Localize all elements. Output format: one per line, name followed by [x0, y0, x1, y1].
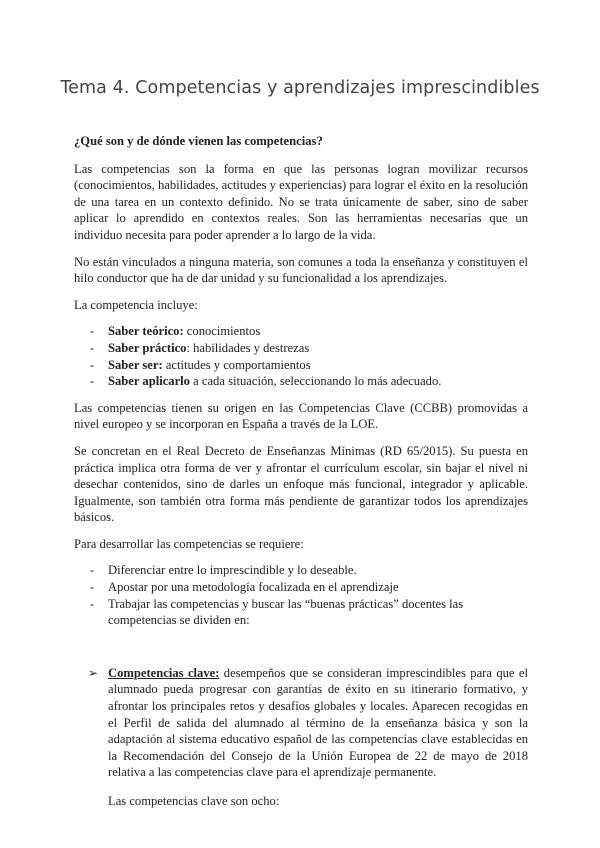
requires-list [74, 562, 528, 628]
includes-list [74, 323, 528, 389]
list-item [74, 340, 528, 357]
key-competences-item [74, 665, 528, 781]
list-item-text: Trabajar las competencias y buscar las “buenas prácticas” docentes las competencias se dividen en: [108, 596, 464, 628]
key-competences-label: Competencias clave: [108, 665, 220, 680]
paragraph-includes-intro: La competencia incluye: [74, 297, 198, 312]
arrow-bullet-icon: ➢ [88, 665, 99, 680]
list-item [74, 373, 528, 390]
list-item [74, 579, 528, 596]
list-item [74, 323, 528, 340]
key-competences-text: desempeños que se consideran imprescindibles para que el alumnado pueda progresar con garantías de éxito en su itinerario formativo, y afrontar los principales retos y desafíos globales y locales. Aparecen recogidas en el Perfil de salida del alumnado al término de la enseñanza básica y son la adaptación al sistema educativo español de las competencias clave establecidas en la Recomendación del Consejo de la Unión Europea de 22 de mayo de 2018 relativa a las competencias clave para el aprendizaje permanente. [108, 665, 528, 780]
list-item-term: Saber práctico [108, 340, 187, 355]
list-item-text: : habilidades y destrezas [186, 340, 310, 355]
key-competences-followup: Las competencias clave son ocho: [108, 794, 280, 808]
paragraph-requires-intro: Para desarrollar las competencias se requiere: [74, 536, 304, 551]
dash-bullet: - [90, 357, 95, 372]
paragraph-not-linked: No están vinculados a ninguna materia, son comunes a toda la enseñanza y constituyen el hilo conductor que ha de dar unidad y su funcionalidad a los aprendizajes. [74, 254, 528, 286]
section-heading: ¿Qué son y de dónde vienen las competencias? [74, 134, 323, 148]
dash-bullet: - [90, 580, 95, 595]
page-title: Tema 4. Competencias y aprendizajes imprescindibles [60, 78, 540, 98]
list-item-text: actitudes y comportamientos [162, 357, 311, 372]
spacer [74, 639, 528, 665]
document-body [74, 133, 528, 810]
list-item-text: a cada situación, seleccionando lo más adecuado. [189, 374, 442, 389]
list-item-term: Saber aplicarlo [108, 374, 190, 389]
list-item-term: Saber ser: [108, 357, 163, 372]
list-item-text: Diferenciar entre lo imprescindible y lo deseable. [108, 563, 357, 578]
dash-bullet: - [90, 324, 95, 339]
list-item [74, 562, 528, 579]
dash-bullet: - [90, 340, 95, 355]
dash-bullet: - [90, 596, 95, 611]
list-item-text: conocimientos [183, 324, 261, 339]
dash-bullet: - [90, 374, 95, 389]
paragraph-decree: Se concretan en el Real Decreto de Enseñanzas Mínimas (RD 65/2015). Su puesta en práctica implica otra forma de ver y afrontar el currículum escolar, sin bajar el nivel ni desechar contenidos, sino de darles un enfoque más funcional, integrador y aplicable. Igualmente, son también otra forma más pendiente de garantizar todos los aprendizajes básicos. [74, 443, 528, 525]
paragraph-definition: Las competencias son la forma en que las personas logran movilizar recursos (conocimientos, habilidades, actitudes y experiencias) para lograr el éxito en la resolución de una tarea en un contexto definido. No se trata únicamente de saber, sino de saber aplicar lo aprendido en contextos reales. Son las herramientas necesarias que un individuo necesita para poder aprender a lo largo de la vida. [74, 161, 528, 242]
list-item-term: Saber teórico: [108, 324, 184, 339]
dash-bullet: - [90, 563, 95, 578]
list-item-text: Apostar por una metodología focalizada en el aprendizaje [108, 580, 399, 595]
list-item [74, 596, 528, 629]
paragraph-origin: Las competencias tienen su origen en las Competencias Clave (CCBB) promovidas a nivel europeo y se incorporan en España a través de la LOE. [74, 400, 528, 432]
list-item [74, 357, 528, 374]
